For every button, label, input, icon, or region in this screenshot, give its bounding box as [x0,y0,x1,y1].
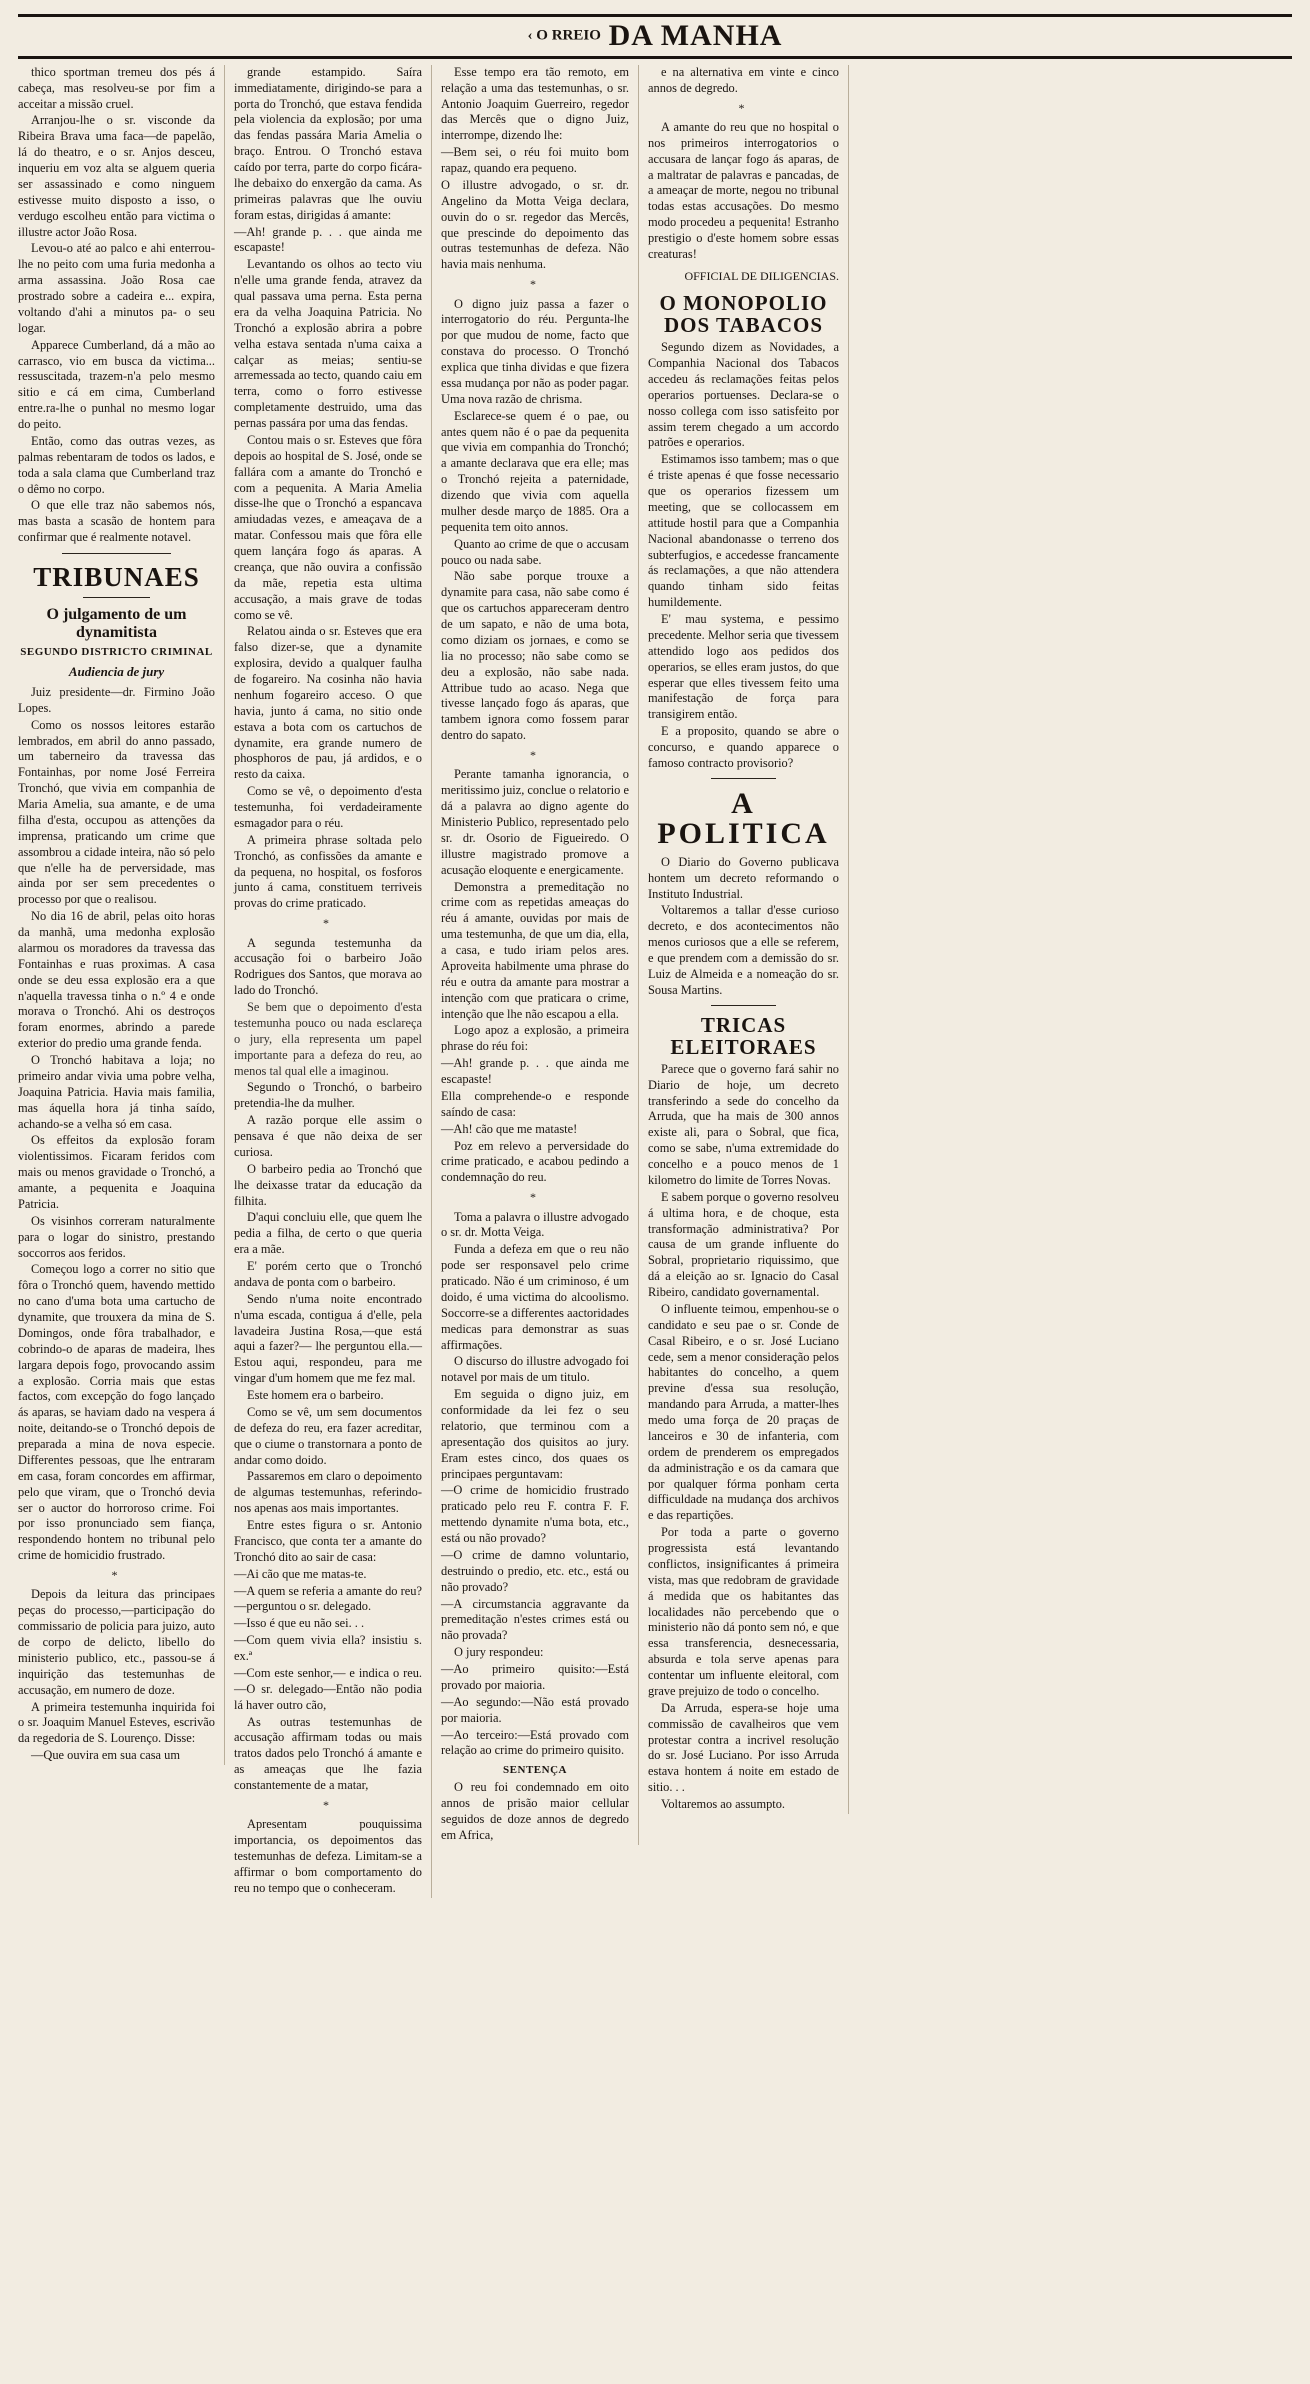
paragraph: Voltaremos ao assumpto. [661,1797,786,1812]
paragraph: Os effeitos da explosão foram violentissimos. Ficaram feridos com mais ou menos gravidade o Tronchó, a amante, a pequenita e Joaquina Patricia. [18,1133,215,1211]
paragraph: Como os nossos leitores estarão lembrados, em abril do anno passado, um taberneiro da travessa das Fontainhas, por nome José Ferreira Tronchó, que vivia em companhia de Maria Amelia, sua amante, e de uma filha d'esta, occupou as attenções da imprensa, praticando um crime que assombrou a cidade inteira, não só pelo que n'elle ha de perversidade, mas ainda por ser sem precedentes o processo por que o realisou. [18,717,215,907]
paragraph: —Ao segundo:—Não está provado por maioria. [441,1694,629,1725]
paragraph: E a proposito, quando se abre o concurso, e quando apparece o famoso contracto provisorio? [648,724,839,770]
paragraph: —Ao terceiro:—Está provado com relação ao crime do primeiro quisito. [441,1727,629,1758]
paragraph: Demonstra a premeditação no crime com as repetidas ameaças do réu á amante, ouvidas por mais de uma testemunha, de que um dia, ella, a casa, e tudo iriam pelos ares. Aproveita habilmente uma phrase do réu e outra da amante para mostrar a intenção com que praticara o crime, intenção que lhe não escapou a ella. [441,879,629,1021]
italic-heading: Audiencia de jury [68,664,165,680]
masthead-title: DA MANHA [608,18,783,52]
paragraph: —A circumstancia aggravante da premeditação n'estes crimes está ou não provada? [441,1596,629,1643]
paragraph: Segundo o Tronchó, o barbeiro pretendia-lhe da mulher. [234,1080,422,1111]
paragraph: —Ah! cão que me mataste! [441,1121,578,1136]
column-1 [18,65,225,1765]
paragraph: Logo apoz a explosão, a primeira phrase do réu foi: [441,1023,629,1054]
paragraph: —Ai cão que me matas-te. [234,1566,367,1581]
paragraph: Poz em relevo a perversidade do crime praticado, e acabou pedindo a condemnação do reu. [441,1138,629,1185]
paragraph: A segunda testemunha da accusação foi o barbeiro João Rodrigues dos Santos, que morava ao lado do Tronchó. [234,935,422,998]
paragraph: Juiz presidente—dr. Firmino João Lopes. [18,684,215,715]
paragraph: A primeira phrase soltada pelo Tronchó, as confissões da amante e da pequena, no hospital, os fosforos junto á cama, constituem terriveis provas do crime praticado. [234,832,422,911]
masthead [18,14,1292,59]
masthead-prefix: ‹ O RREIO [527,27,601,44]
paragraph: —A quem se referia a amante do reu?—perguntou o sr. delegado. [234,1583,422,1614]
asterisk-separator: * [530,748,540,763]
paragraph: O discurso do illustre advogado foi notavel por mais de um titulo. [441,1354,629,1385]
masthead-title-line [18,20,1292,51]
paragraph: Como se vê, um sem documentos de defeza do reu, era fazer acreditar, que o ciume o transtornara a ponto de andar como doido. [234,1404,422,1467]
paragraph: Quanto ao crime de que o accusam pouco ou nada sabe. [441,536,629,567]
paragraph: E' porém certo que o Tronchó andava de ponta com o barbeiro. [234,1259,422,1289]
paragraph: Esse tempo era tão remoto, em relação a uma das testemunhas, o sr. Antonio Joaquim Guerreiro, regedor das Mercês que o digno Juiz, interrompe, dizendo lhe: [441,64,629,143]
sub-heading: SEGUNDO DISTRICTO CRIMINAL [20,646,213,659]
paragraph: Levou-o até ao palco e ahi enterrou-lhe no peito com uma furia medonha a arma assassina. João Rosa cae prostrado sobre a cadeira e... expira, voltando d'ahi a minutos pa- o seu logar. [18,241,215,335]
paragraph: thico sportman tremeu dos pés á cabeça, mas resolveu-se por fim a acceitar a missão cruel. [18,64,215,111]
paragraph: Parece que o governo fará sahir no Diario de hoje, um decreto transferindo a sede do concelho da Arruda, que ha mais de 300 annos existe ali, para o Sobral, que fica, como se sabe, n'uma extremidade do concelho e a pouco menos de 1 kilometro do limite de Torres Novas. [648,1061,839,1187]
paragraph: E sabem porque o governo resolveu á ultima hora, e de choque, esta transformação administrativa? Por causa de um grande influente do Sobral, proprietario riquissimo, que dá a eleição ao sr. Ignacio do Casal Ribeiro, candidato governamental. [648,1189,839,1300]
paragraph: O reu foi condemnado em oito annos de prisão maior cellular seguidos de doze annos de degredo em Africa, [441,1780,629,1842]
paragraph: Sendo n'uma noite encontrado n'uma escada, contigua á d'elle, pela lavadeira Justina Rosa,—que está aqui a fazer?— lhe perguntou ella.—Estou aqui, respondeu, para me vingar d'um homem que me fez mal. [234,1291,422,1386]
paragraph: Os visinhos correram naturalmente para o logar do sinistro, prestando soccorros aos feridos. [18,1213,215,1260]
paragraph: Apparece Cumberland, dá a mão ao carrasco, vio em busca da victima... ressuscitada, trazem-n'a pelo mesmo sitio e cá em cima, Cumberland entre.ra-lhe o punhal no mesmo logar do peito. [18,337,215,432]
paragraph: A razão porque elle assim o pensava é que não deixa de ser curiosa. [234,1113,422,1159]
paragraph: Contou mais o sr. Esteves que fôra depois ao hospital de S. José, onde se fallára com a amante do Tronchó e com a pequenita. A Maria Amelia disse-lhe que o Tronchó a espancava amiudadas vezes, e ameaçava de a matar. Confessou mais que fôra elle quem lançára fogo ás aparas. A creança, que não ouvira a confissão da mãe, repetia esta ultima accusação, a mais grave de todas como se vê. [234,432,422,622]
paragraph: Começou logo a correr no sitio que fôra o Tronchó quem, havendo mettido no cano d'uma bota uma cartucho de dynamite, que trouxera da mina de S. Domingos, onde fôra trabalhador, e cobrindo-o de aparas de madeira, lhes largara depois fogo, provocando assim a explosão. Corria mais que estas factos, com excepção do fogo lançado ás aparas, se haviam dado na vespera á noite, deitando-se o Tronchó depois de preparada a mina de nova especie. Differentes pessoas, que lhe entraram em casa, foram concordes em affirmar, pelo que viram, que o Tronchó devia ser o auctor do horroroso crime. Foi por isso pronunciado sem fiança, respondendo hontem no tribunal pelo crime de homicidio frustrado. [18,1262,215,1563]
paragraph: O Diario do Governo publicava hontem um decreto reformando o Instituto Industrial. [648,854,839,901]
short-divider [711,778,776,779]
paragraph: Perante tamanha ignorancia, o meritissimo juiz, conclue o relatorio e dá a palavra ao digno agente do Ministerio Publico, representado pelo sr. dr. Osorio de Figueiredo. O illustre magistrado promove a acusação eloquente e energicamente. [441,767,629,877]
paragraph: e na alternativa em vinte e cinco annos de degredo. [648,64,839,95]
paragraph: —O crime de homicidio frustrado praticado pelo reu F. contra F. F. mettendo dynamite n'uma bota, etc., está ou não provado? [441,1483,629,1545]
asterisk-separator: * [738,100,749,115]
paragraph: Esclarece-se quem é o pae, ou antes quem não é o pae da pequenita que vivia em companhia do Tronchó; a amante declarava que era elle; mas o Tronchó rejeita a paternidade, dizendo que vivia com aquella mulher desde março de 1885. Ora a pequenita tem oito annos. [441,408,629,534]
paragraph: O barbeiro pedia ao Tronchó que lhe deixasse tratar da educação da filhita. [234,1161,422,1208]
short-divider [711,1005,776,1006]
paragraph: O illustre advogado, o sr. dr. Angelino da Motta Veiga declara, ouvin do o sr. regedor das Mercês, que prescinde do depoimento das outras testemunhas de defeza. Não havia mais nenhuma. [441,177,629,272]
paragraph: A primeira testemunha inquirida foi o sr. Joaquim Manuel Esteves, escrivão da regedoria de S. Lourenço. Disse: [18,1699,215,1746]
paragraph: Em seguida o digno juiz, em conformidade da lei fez o seu relatorio, que terminou com a apresentação dos quisitos ao jury. Eram estes cinco, dos quaes os principaes perguntavam: [441,1387,629,1481]
paragraph: D'aqui concluiu elle, que quem lhe pedia a filha, de certo o que queria era a mãe. [234,1210,422,1257]
paragraph: Este homem era o barbeiro. [247,1388,384,1403]
short-divider [83,597,150,598]
paragraph: O que elle traz não sabemos nós, mas basta a scasão de hontem para confirmar que é realmente notavel. [18,498,215,545]
paragraph: O influente teimou, empenhou-se o candidato e seu pae o sr. Conde de Casal Ribeiro, e o sr. José Luciano cede, sem a menor consideração pelos habitantes do concelho, a quem previne d'essa sua resolução, mandando para Arruda, a matter-lhes medo uma força de 20 praças de lanceiros e 30 de infanteria, com ordem de prenderem os empregados da administração e os da camara que por qualquer fórma ponham certa difficuldade na mudança dos archivos e das repartições. [648,1301,839,1523]
paragraph: Funda a defeza em que o reu não pode ser responsavel pelo crime praticado. Não é um criminoso, é um doido, é uma victima do alcoolismo. Soccorre-se a differentes aactoridades medicas para demonstrar as suas affirmações. [441,1242,629,1352]
column-4 [639,65,849,1814]
paragraph: Apresentam pouquissima importancia, os depoimentos das testemunhas de defeza. Limitam-se a affirmar o bom comportamento do reu no tempo que o conheceram. [234,1817,422,1895]
paragraph: O digno juiz passa a fazer o interrogatorio do réu. Pergunta-lhe por que mudou de nome, facto que constava do processo. O Tronchó explica que tinha dividas e que fizera essa mudança por não as poder pagar. Uma nova razão de chrisma. [441,296,629,406]
paragraph: Voltaremos a tallar d'esse curioso decreto, e dos acontecimentos não menos curiosos que a elle se referem, e que prendem com a demissão do sr. Luiz de Almeida e a nomeação do sr. Sousa Martins. [648,903,839,997]
section-heading: TRICAS ELEITORAES [670,1012,817,1059]
paragraph: —Que ouvira em sua casa um [31,1748,180,1763]
paragraph: Ella comprehende-o e responde saíndo de casa: [441,1088,629,1119]
paragraph: A amante do reu que no hospital o nos primeiros interrogatorios o accusara de lançar fogo ás aparas, de a maltratar de palavras e pancadas, de a ameaçar de morte, negou no tribunal todas estas accusações. Do mesmo modo procedeu a pequenita! Estranho prestigio o d'este homem sobre essas creaturas! [648,119,839,261]
sub-heading: SENTENÇA [503,1764,567,1777]
paragraph: Se bem que o depoimento d'esta testemunha pouco ou nada esclareça o jury, ella representa um papel importante para a defeza do reu, ao menos tal qual elle a imaginou. [234,1000,422,1078]
section-divider [62,553,170,554]
article-signature: OFFICIAL DE DILIGENCIAS. [684,268,839,283]
paragraph: O Tronchó habitava a loja; no primeiro andar vivia uma pobre velha, Joaquina Patricia. Havia mais familia, mas áquella hora já tinha saído, achando-se a velha só em casa. [18,1053,215,1131]
paragraph: No dia 16 de abril, pelas oito horas da manhã, uma medonha explosão alarmou os moradores da travessa das Fontainhas e ruas proximas. A casa onde se deu essa explosão era a que n'aquella travessa tinha o n.º 4 e onde morava o Tronchó. Ahi os destroços foram enormes, abrindo a parede exterior do predio uma grande fenda. [18,909,215,1051]
paragraph: Por toda a parte o governo progressista está levantando conflictos, insignificantes á primeira vista, mas que redobram de gravidade á medida que os habitantes das localidades não percebendo que o ministerio não dá ponto sem nó, e que essa transferencia, desnecessaria, absurda e tola serve apenas para contentar um influente eleitoral, com grave prejuizo de todo o concelho. [648,1525,839,1698]
section-heading: A POLITICA [657,786,830,850]
asterisk-separator: * [323,1797,333,1812]
paragraph: Segundo dizem as Novidades, a Companhia Nacional dos Tabacos accedeu ás reclamações feitas pelos operarios portuenses. Declara-se o nosso collega com isso satisfeito por assim terem chegado a um accordo patrões e operarios. [648,340,839,450]
paragraph: Então, como das outras vezes, as palmas rebentaram de todos os lados, e toda a sala clama que Cumberland traz o dêmo no corpo. [18,433,215,496]
paragraph: Não sabe porque trouxe a dynamite para casa, não sabe como é que os cartuchos appareceram dentro de um sapato, e não de uma bota, como diziam os jornaes, e como se lia no processo; não sabe como se deu a explosão, não sabe nada. Attribue tudo ao acaso. Nega que tivesse lançado fogo ás aparas, que tambem ignora como fossem parar dentro do sapato. [441,569,629,743]
asterisk-separator: * [530,1190,540,1205]
paragraph: grande estampido. Saíra immediatamente, dirigindo-se para a porta do Tronchó, que estava fendida pela violencia da explosão; por uma das fendas passára Maria Amelia o braço. Entrou. O Tronchó estava caído por terra, parte do corpo ficára-lhe debaixo do enxergão da cama. As primeiras palavras que lhe ouviu foram estas, dirigidas á amante: [234,64,422,222]
paragraph: —Ah! grande p. . . que ainda me escapaste! [441,1056,629,1087]
section-heading: O MONOPOLIO DOS TABACOS [659,291,828,338]
paragraph: —Bem sei, o réu foi muito bom rapaz, quando era pequeno. [441,145,629,176]
paragraph: Passaremos em claro o depoimento de algumas testemunhas, referindo-nos apenas aos mais importantes. [234,1469,422,1516]
paragraph: Estimamos isso tambem; mas o que é triste apenas é que fosse necessario que os operarios fizessem um meeting, que se collocassem em attitude hostil para que a Companhia Nacional abandonasse o terreno dos subterfugios, e accedesse francamente ás reclamações, a que não attendera quando tinham sido feitas humildemente. [648,452,839,610]
paragraph: —Ah! grande p. . . que ainda me escapaste! [234,224,422,255]
paragraph: Levantando os olhos ao tecto viu n'elle uma grande fenda, atravez da qual passava uma perna. Esta perna era da velha Joaquina Patricia. No Tronchó a explosão abrira a pobre velha estava sentada n'uma caixa a calçar as meias; sentiu-se arremessada ao tecto, quando caiu em terra, como o forro estivesse completamente destruido, uma das pernas passára por uma das fendas. [234,257,422,431]
paragraph: —O crime de damno voluntario, destruindo o predio, etc. etc., está ou não provado? [441,1547,629,1594]
column-2 [225,65,432,1898]
paragraph: Da Arruda, espera-se hoje uma commissão de cavalheiros que vem protestar contra a incrivel resolução do sr. José Luciano. Por isso Arruda estava hontem á noite em estado de sitio. . . [648,1700,839,1795]
paragraph: O jury respondeu: [454,1645,544,1660]
paragraph: Entre estes figura o sr. Antonio Francisco, que conta ter a amante do Tronchó dito ao sair de casa: [234,1518,422,1564]
paragraph: —Ao primeiro quisito:—Está provado por maioria. [441,1662,629,1692]
column-container [18,65,1292,1898]
section-heading: TRIBUNAES [33,562,200,593]
paragraph: Como se vê, o depoimento d'esta testemunha, foi verdadeiramente esmagador para o réu. [234,784,422,830]
asterisk-separator: * [530,277,540,292]
paragraph: As outras testemunhas de accusação affirmam todas ou mais tratos dados pelo Tronchó á amante e as ameaças que lhe fazia constantemente de a matar, [234,1714,422,1793]
paragraph: Depois da leitura das principaes peças do processo,—participação do commissario de policia para juizo, auto de corpo de delicto, libello do ministerio publico, etc., passou-se á inquirição das testemunhas de accusação, em numero de doze. [18,1587,215,1697]
asterisk-separator: * [323,916,333,931]
paragraph: Arranjou-lhe o sr. visconde da Ribeira Brava uma faca—de papelão, lá do theatro, e o sr. Anjos desceu, inqueriu em voz alta se alguem queria ser assassinado e como ninguem estivesse muito disposto a isso, o verdugo escolheu então para victima o illustre actor João Rosa. [18,113,215,239]
paragraph: —Com quem vivia ella? insistiu s. ex.ª [234,1633,422,1664]
paragraph: —Com este senhor,— e indica o reu.—O sr. delegado—Então não podia lá haver outro cão, [234,1665,422,1712]
paragraph: E' mau systema, e pessimo precedente. Melhor seria que tivessem attendido logo aos pedidos dos operarios, se elles eram justos, do que esperar que elles tivessem feito uma manifestação de força para transigirem então. [648,612,839,722]
asterisk-separator: * [111,1568,122,1583]
column-3 [432,65,639,1845]
paragraph: —Isso é que eu não sei. . . [234,1616,365,1631]
paragraph: Relatou ainda o sr. Esteves que era falso dizer-se, que a dynamite explosira, devido a qualquer faulha de fogareiro. Na cosinha não havia nenhum fogareiro acceso. O que havia, junto á cama, no sitio onde estava a bota com os cartuchos de dynamite, era grande numero de phosphoros de pau, já ardidos, e o resto da caixa. [234,624,422,782]
paragraph: Toma a palavra o illustre advogado o sr. dr. Motta Veiga. [441,1209,629,1240]
article-heading: O julgamento de um dynamitista [46,606,187,641]
